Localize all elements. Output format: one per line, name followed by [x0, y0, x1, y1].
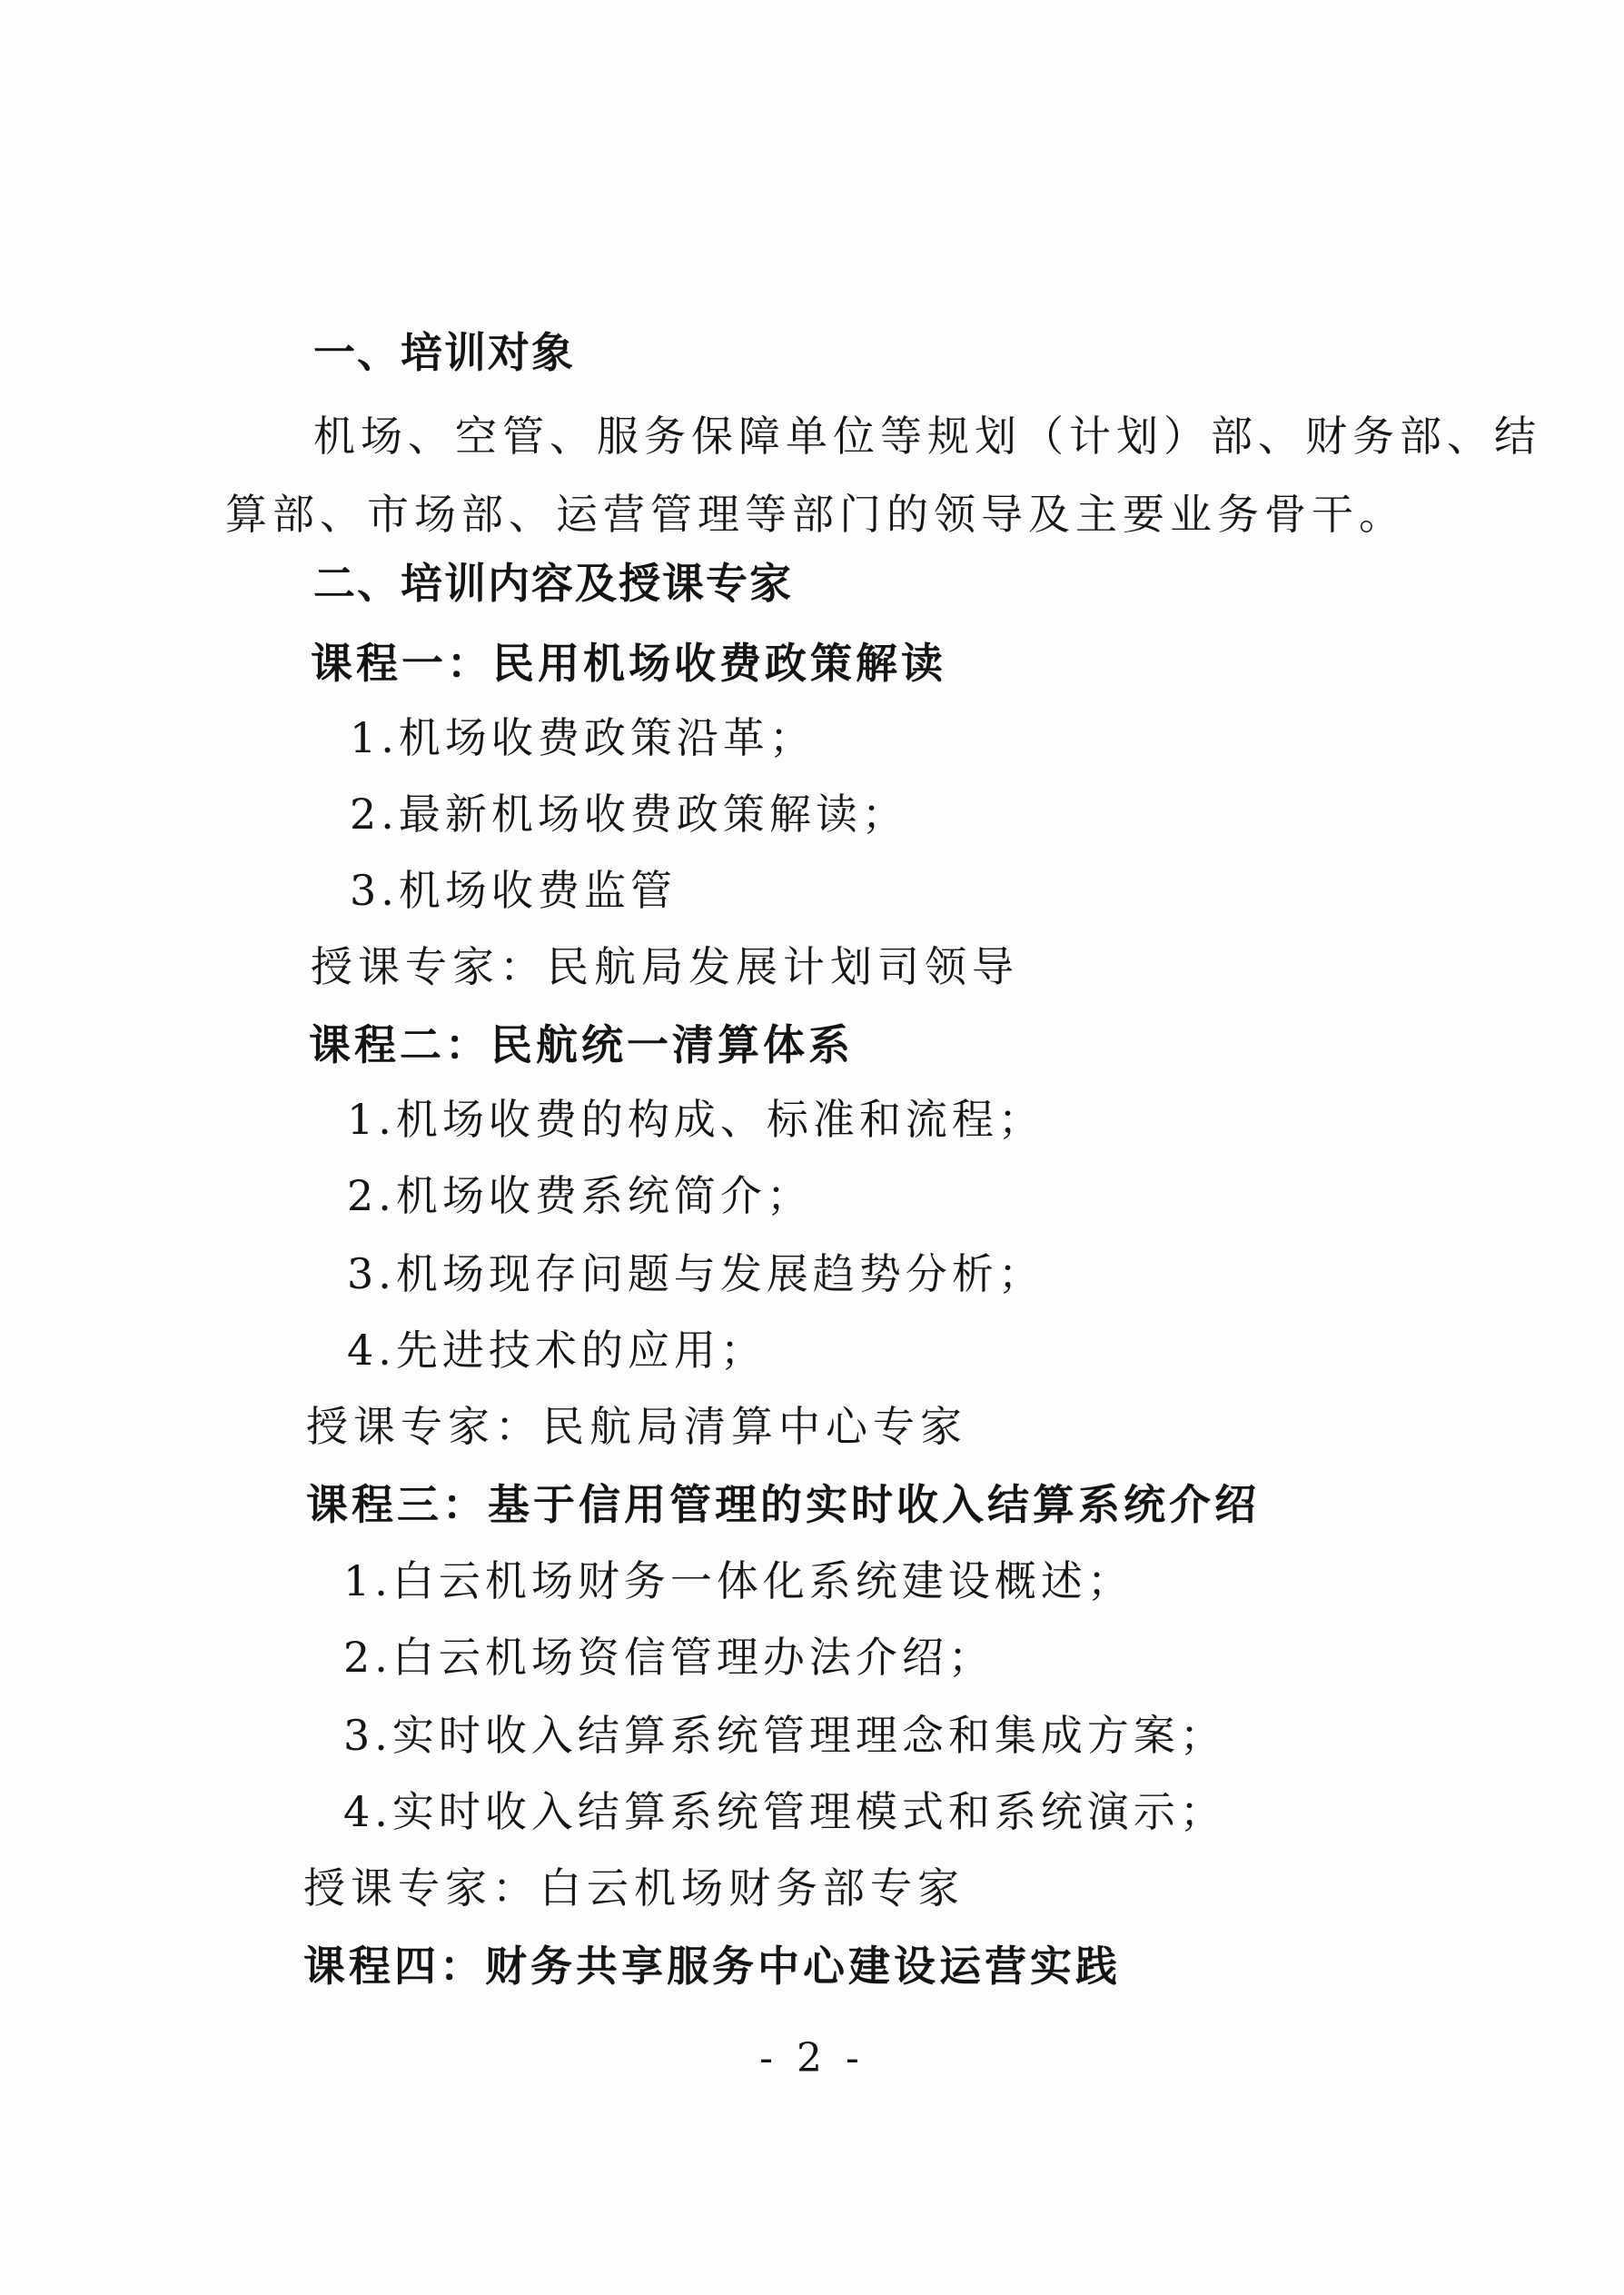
course-1-item-1: 1.机场收费政策沿革；	[350, 713, 816, 762]
course-2-item-4: 4.先进技术的应用；	[347, 1326, 767, 1375]
course-1-item-2: 2.最新机场收费政策解读；	[350, 790, 908, 839]
target-paragraph-line-1: 机场、空管、服务保障单位等规划（计划）部、财务部、结	[313, 412, 1541, 461]
course-2-item-1: 1.机场收费的构成、标准和流程；	[347, 1095, 1045, 1144]
course-1-item-3: 3.机场收费监管	[350, 866, 677, 915]
course-1-title: 课程一：民用机场收费政策解读	[311, 639, 946, 688]
section-title-content: 二、培训内容及授课专家	[313, 559, 793, 608]
course-3-item-2: 2.白云机场资信管理办法介绍；	[343, 1633, 995, 1682]
target-paragraph-line-2: 算部、市场部、运营管理等部门的领导及主要业务骨干。	[225, 490, 1406, 539]
course-2-title: 课程二：民航统一清算体系	[309, 1020, 854, 1069]
section-title-target: 一、培训对象	[313, 328, 575, 377]
course-2-item-3: 3.机场现存问题与发展趋势分析；	[347, 1249, 1045, 1298]
course-3-item-3: 3.实时收入结算系统管理理念和集成方案；	[343, 1711, 1226, 1760]
course-2-expert: 授课专家：民航局清算中心专家	[306, 1402, 967, 1451]
course-3-item-1: 1.白云机场财务一体化系统建设概述；	[343, 1556, 1134, 1605]
course-3-expert: 授课专家：白云机场财务部专家	[303, 1863, 965, 1912]
page-number: - 2 -	[759, 2035, 865, 2081]
course-4-title: 课程四：财务共享服务中心建设运营实践	[303, 1942, 1121, 1991]
course-1-expert: 授课专家：民航局发展计划司领导	[311, 942, 1019, 991]
course-3-item-4: 4.实时收入结算系统管理模式和系统演示；	[343, 1787, 1226, 1836]
course-3-title: 课程三：基于信用管理的实时收入结算系统介绍	[306, 1480, 1260, 1529]
course-2-item-2: 2.机场收费系统简介；	[347, 1171, 813, 1220]
